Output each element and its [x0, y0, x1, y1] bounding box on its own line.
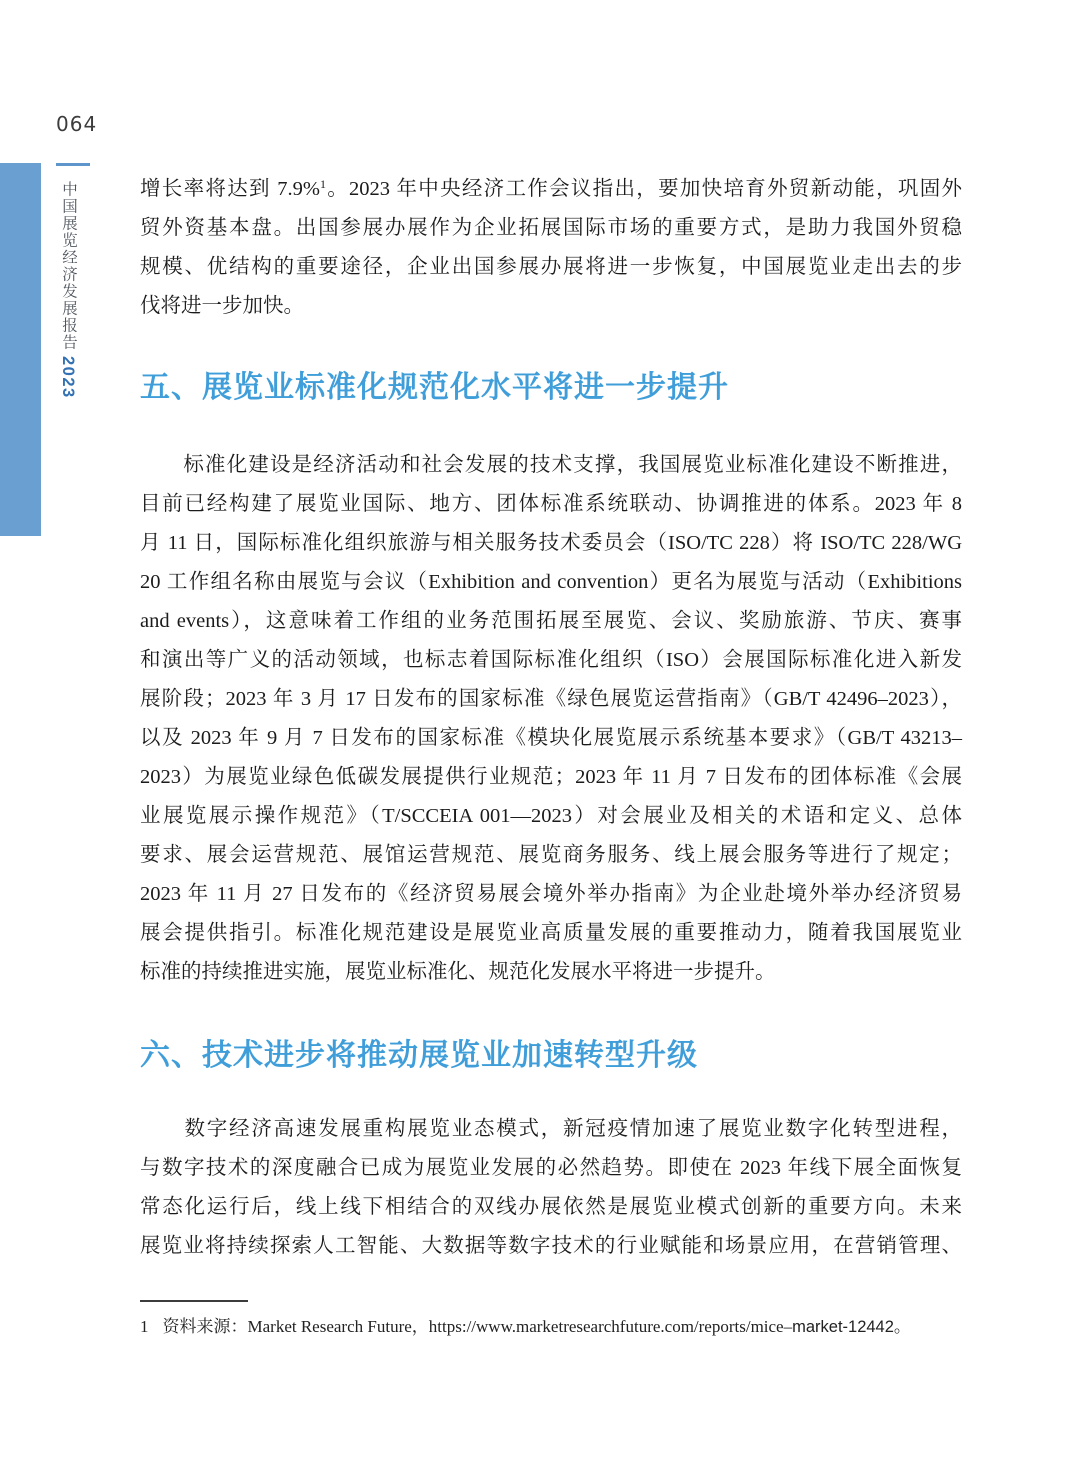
section-heading-6: 六、技术进步将推动展览业加速转型升级: [140, 1039, 698, 1072]
text-line: 伐将进一步加快。: [140, 295, 304, 317]
footnote-source-text: 资料来源：Market Research Future，: [162, 1317, 429, 1336]
paragraph-technology: [140, 1110, 962, 1266]
text-line: 规模、优结构的重要途径，企业出国参展办展将进一步恢复，中国展览业走出去的步: [140, 256, 962, 278]
vertical-book-title: [57, 181, 79, 581]
sidebar-accent-bar: [0, 163, 41, 536]
section-heading-5: 五、展览业标准化规范化水平将进一步提升: [140, 371, 729, 404]
footnote-reference: 1: [319, 177, 326, 191]
text-line: and events），这意味着工作组的业务范围拓展至展览、会议、奖励旅游、节庆、赛事: [140, 610, 962, 632]
footnote: [140, 1313, 962, 1341]
footnote-url-suffix: market-12442: [792, 1318, 894, 1336]
footnote-marker: 1: [140, 1317, 149, 1336]
text-line: 月 11 日，国际标准化组织旅游与相关服务技术委员会（ISO/TC 228）将 ISO/TC 228/WG: [140, 532, 962, 554]
paragraph-intro: [140, 170, 962, 326]
text-line: [140, 170, 962, 209]
book-title-year: 2023: [59, 356, 77, 399]
text-line: 与数字技术的深度融合已成为展览业发展的必然趋势。即使在 2023 年线下展全面恢复: [140, 1157, 962, 1179]
text-line: 标准化建设是经济活动和社会发展的技术支撑，我国展览业标准化建设不断推进，: [140, 454, 962, 476]
text-line: 要求、展会运营规范、展馆运营规范、展览商务服务、线上展会服务等进行了规定；: [140, 844, 962, 866]
footnote-period: 。: [893, 1317, 911, 1336]
line-text: 增长率将达到 7.9%: [140, 178, 320, 200]
text-line: 2023）为展览业绿色低碳发展提供行业规范；2023 年 11 月 7 日发布的团体标准《会展: [140, 766, 962, 788]
text-line: 展阶段；2023 年 3 月 17 日发布的国家标准《绿色展览运营指南》（GB/T 42496–2023），: [140, 688, 962, 710]
text-line: 常态化运行后，线上线下相结合的双线办展依然是展览业模式创新的重要方向。未来: [140, 1196, 962, 1218]
book-title-text: 中国展览经济发展报告: [60, 181, 77, 351]
page-number: 064: [56, 112, 98, 136]
text-line: 20 工作组名称由展览与会议（Exhibition and convention）更名为展览与活动（Exhibitions: [140, 571, 962, 593]
text-line: 和演出等广义的活动领域，也标志着国际标准化组织（ISO）会展国际标准化进入新发: [140, 649, 962, 671]
text-line: 数字经济高速发展重构展览业态模式，新冠疫情加速了展览业数字化转型进程，: [140, 1118, 962, 1140]
text-line: 展会提供指引。标准化规范建设是展览业高质量发展的重要推动力，随着我国展览业: [140, 922, 962, 944]
footnote-url: https://www.marketresearchfuture.com/reports/mice–: [428, 1317, 793, 1336]
text-line: 以及 2023 年 9 月 7 日发布的国家标准《模块化展览展示系统基本要求》（GB/T 43213–: [140, 727, 962, 749]
footnote-divider: [140, 1300, 248, 1302]
text-line: 目前已经构建了展览业国际、地方、团体标准系统联动、协调推进的体系。2023 年 8: [140, 493, 962, 515]
text-line: 业展览展示操作规范》（T/SCCEIA 001—2023）对会展业及相关的术语和定义、总体: [140, 805, 962, 827]
paragraph-standardization: [140, 446, 962, 992]
line-text: 。2023 年中央经济工作会议指出，要加快培育外贸新动能，巩固外: [325, 178, 962, 200]
text-line: 展览业将持续探索人工智能、大数据等数字技术的行业赋能和场景应用，在营销管理、: [140, 1235, 962, 1257]
text-line: 2023 年 11 月 27 日发布的《经济贸易展会境外举办指南》为企业赴境外举办经济贸易: [140, 883, 962, 905]
text-line: 标准的持续推进实施，展览业标准化、规范化发展水平将进一步提升。: [140, 961, 776, 983]
sidebar-rule: [56, 163, 90, 166]
text-line: 贸外资基本盘。出国参展办展作为企业拓展国际市场的重要方式，是助力我国外贸稳: [140, 217, 962, 239]
